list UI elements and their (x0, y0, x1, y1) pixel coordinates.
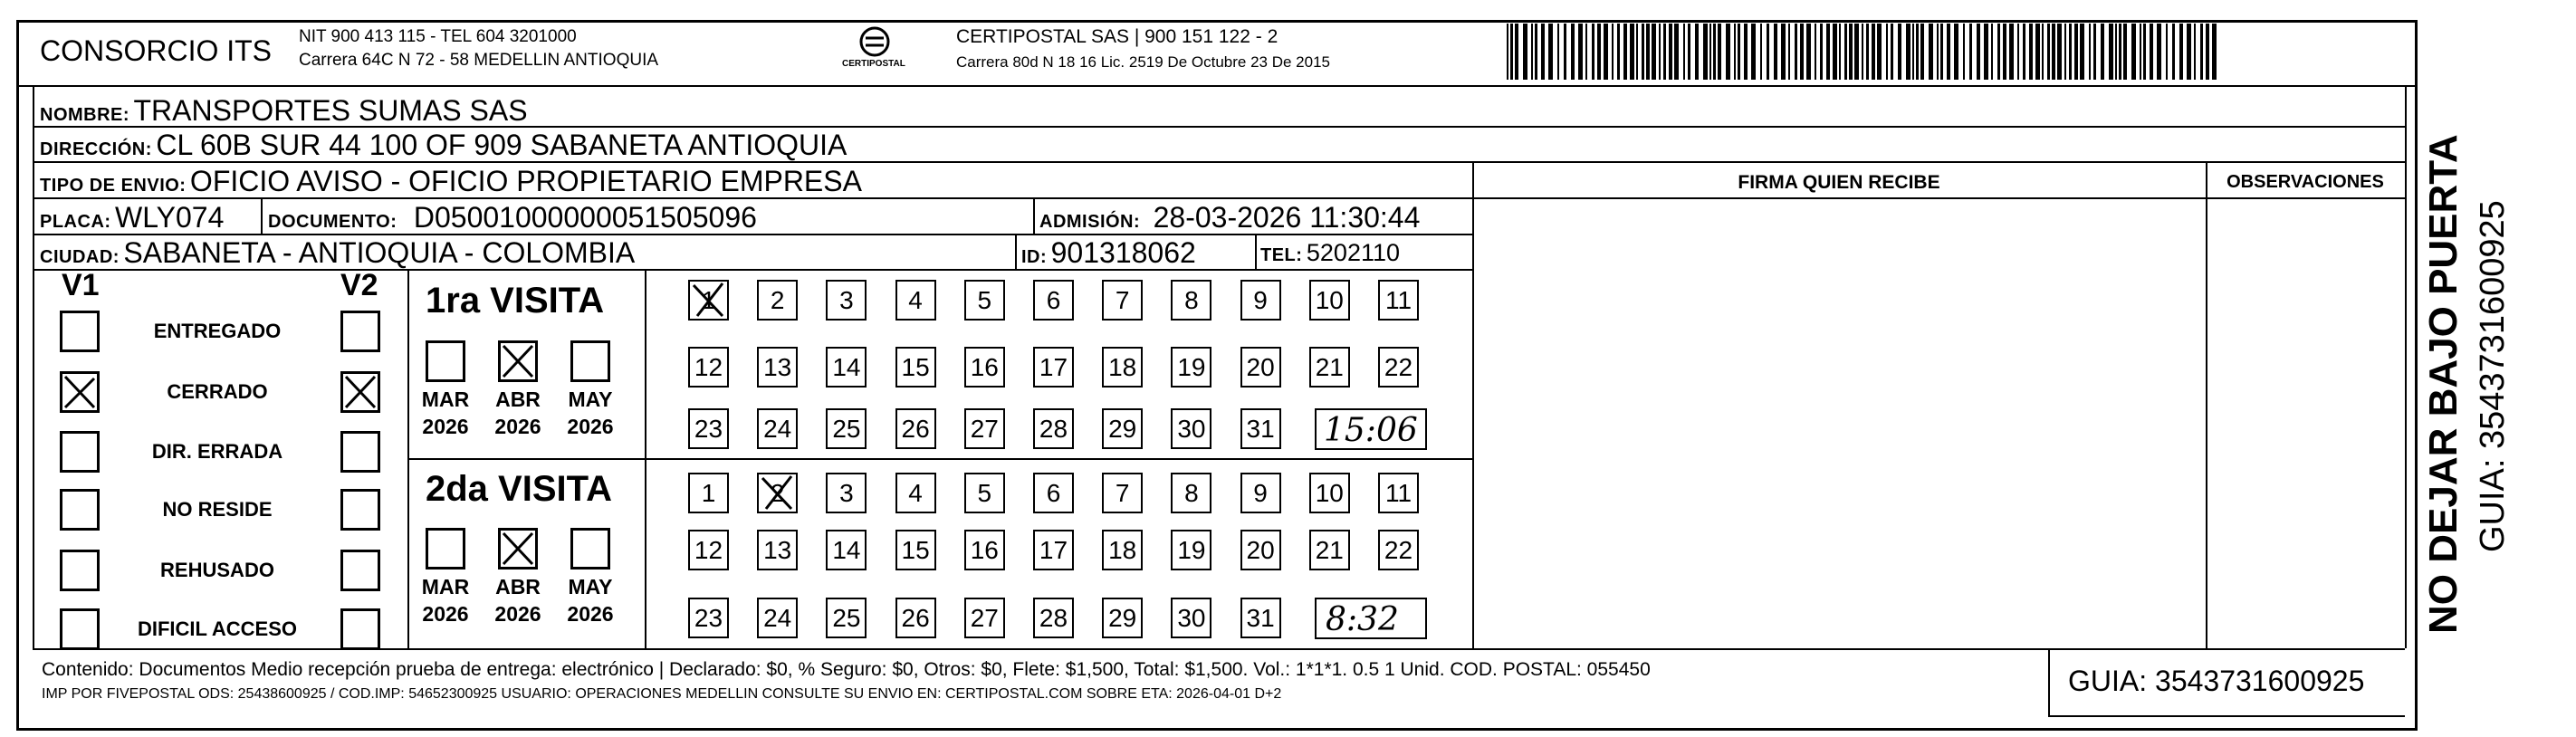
day-cell[interactable]: 10 (1309, 473, 1350, 513)
barcode-bar (2029, 24, 2033, 80)
admision-divider (1033, 197, 1035, 234)
barcode-bar (2042, 24, 2044, 80)
id-value: 901318062 (1050, 236, 1196, 269)
footer-guia-box (2048, 648, 2405, 717)
barcode-bar (1674, 24, 1679, 80)
barcode-bar (2052, 24, 2055, 80)
barcode-bar (1991, 24, 1993, 80)
day-cell[interactable]: 9 (1240, 473, 1281, 513)
tel-value: 5202110 (1306, 239, 1400, 266)
barcode-bar (1510, 24, 1513, 80)
year-label: 2026 (567, 602, 614, 626)
barcode-bar (2080, 24, 2084, 80)
day-cell[interactable]: 3 (826, 280, 867, 321)
barcode-bar (2172, 24, 2175, 80)
placa-value: WLY074 (115, 201, 225, 234)
barcode-bar (2212, 24, 2217, 80)
barcode-bar (1571, 24, 1575, 80)
fields-left-edge (33, 85, 34, 648)
day-cell[interactable]: 4 (895, 280, 936, 321)
v1-header: V1 (62, 268, 100, 302)
barcode-bar (1844, 24, 1847, 80)
barcode-bar (1738, 24, 1740, 80)
x-mark-icon (342, 373, 378, 411)
barcode-bar (1929, 24, 1933, 80)
barcode-bar (1774, 24, 1777, 80)
barcode-bar (2119, 24, 2121, 80)
barcode-bar (2200, 24, 2203, 80)
barcode-bar (1659, 24, 1661, 80)
nombre-row (40, 94, 528, 128)
day-cell[interactable]: 30 (1171, 598, 1211, 638)
ciudad-label: CIUDAD: (40, 247, 120, 267)
day-cell[interactable]: 21 (1309, 530, 1350, 570)
status-label: CERRADO (167, 380, 268, 403)
day-cell[interactable]: 19 (1171, 530, 1211, 570)
nombre-value: TRANSPORTES SUMAS SAS (133, 94, 528, 127)
direccion-value: CL 60B SUR 44 100 OF 909 SABANETA ANTIOQUIA (156, 129, 847, 161)
barcode-bar (2115, 24, 2117, 80)
month-checkbox[interactable] (426, 528, 465, 570)
barcode-bar (1937, 24, 1939, 80)
month-label: MAY (568, 575, 613, 598)
day-cell[interactable]: 24 (757, 408, 798, 449)
admision-label: ADMISIÓN: (1039, 212, 1141, 232)
day-cell[interactable]: 29 (1102, 598, 1143, 638)
status-label: REHUSADO (160, 559, 274, 581)
barcode-bar (2206, 24, 2209, 80)
barcode-bar (1751, 24, 1756, 80)
logo-text: CERTIPOSTAL (842, 59, 905, 69)
barcode-bar (2074, 24, 2078, 80)
barcode-bar (1969, 24, 1972, 80)
year-label: 2026 (494, 602, 541, 626)
barcode-bar (1642, 24, 1644, 80)
v1-checkbox[interactable] (60, 311, 100, 352)
ciudad-row (40, 236, 635, 270)
v1-checkbox[interactable] (60, 371, 100, 413)
placa-divider (261, 197, 263, 234)
certipostal-logo (831, 25, 918, 74)
carrier-info-1: CERTIPOSTAL SAS | 900 151 122 - 2 (956, 26, 1278, 47)
company-info-2: Carrera 64C N 72 - 58 MEDELLIN ANTIOQUIA (299, 51, 659, 70)
day-cell[interactable]: 11 (1378, 280, 1419, 321)
barcode-bar (1849, 24, 1853, 80)
barcode-bar (1940, 24, 1943, 80)
day-cell[interactable]: 2 (757, 280, 798, 321)
barcode-bar (2101, 24, 2104, 80)
barcode-bar (1820, 24, 1823, 80)
barcode-bar (1866, 24, 1869, 80)
barcode-bar (2009, 24, 2014, 80)
barcode-bar (1872, 24, 1875, 80)
barcode-bar (1920, 24, 1924, 80)
month-checkbox[interactable] (498, 340, 538, 382)
barcode-bar (1718, 24, 1721, 80)
barcode-bar (2023, 24, 2025, 80)
month-checkbox[interactable] (570, 340, 610, 382)
x-mark-icon (688, 280, 729, 321)
barcode-bar (1709, 24, 1711, 80)
barcode-bar (1531, 24, 1533, 80)
barcode-bar (1726, 24, 1730, 80)
side-guia: GUIA: 3543731600925 (2474, 200, 2512, 552)
barcode-bar (2057, 24, 2062, 80)
barcode-bar (1800, 24, 1804, 80)
barcode-bar (1683, 24, 1685, 80)
barcode-bar (2035, 24, 2040, 80)
day-cell[interactable]: 26 (895, 598, 936, 638)
day-cell[interactable]: 7 (1102, 473, 1143, 513)
id-label: ID: (1021, 247, 1048, 267)
carrier-info-2: Carrera 80d N 18 16 Lic. 2519 De Octubre 23 De 2015 (956, 53, 1330, 71)
barcode-bar (2109, 24, 2113, 80)
admision-row (1039, 201, 1420, 234)
day-cell[interactable]: 14 (826, 347, 867, 388)
barcode-bar (1912, 24, 1914, 80)
admision-value: 28-03-2026 11:30:44 (1153, 201, 1421, 234)
barcode-bar (2194, 24, 2196, 80)
day-cell[interactable]: 16 (964, 347, 1005, 388)
side-warning: NO DEJAR BAJO PUERTA (2421, 134, 2466, 634)
footer-line1: Contenido: Documentos Medio recepción prueba de entrega: electrónico | Declarado: $0, % Seguro: $0, Otros: $0, Flete: $1,500, Total: $1,500. Vol.: 1*1*1. 0.5 1 Unid. COD. POSTAL: 055450 (42, 659, 1651, 680)
barcode-bar (1788, 24, 1790, 80)
barcode-bar (1669, 24, 1672, 80)
barcode-bar (2003, 24, 2006, 80)
barcode-bar (1557, 24, 1559, 80)
day-cell[interactable]: 17 (1033, 530, 1074, 570)
company-name: CONSORCIO ITS (40, 34, 273, 67)
barcode-bar (1826, 24, 1830, 80)
barcode-bar (2069, 24, 2072, 80)
day-cell[interactable]: 8 (1171, 280, 1211, 321)
status-label: NO RESIDE (162, 498, 273, 521)
barcode-bar (1623, 24, 1627, 80)
barcode (1503, 20, 2227, 83)
barcode-bar (1612, 24, 1614, 80)
placa-label: PLACA: (40, 212, 111, 232)
day-cell[interactable]: 23 (688, 408, 729, 449)
barcode-bar (1898, 24, 1901, 80)
barcode-bar (1997, 24, 2000, 80)
documento-value: D05001000000051505096 (413, 201, 757, 234)
day-cell[interactable]: 20 (1240, 530, 1281, 570)
barcode-bar (1695, 24, 1699, 80)
barcode-bar (1862, 24, 1863, 80)
firma-header: FIRMA QUIEN RECIBE (1738, 172, 1940, 193)
day-cell[interactable]: 16 (964, 530, 1005, 570)
day-cell[interactable]: 10 (1309, 280, 1350, 321)
barcode-bar (1906, 24, 1910, 80)
barcode-bar (2140, 24, 2141, 80)
day-cell[interactable]: 15 (895, 347, 936, 388)
observaciones-header: OBSERVACIONES (2226, 172, 2384, 192)
barcode-bar (2089, 24, 2091, 80)
barcode-bar (1636, 24, 1638, 80)
v1-checkbox[interactable] (60, 489, 100, 531)
barcode-bar (1806, 24, 1811, 80)
placa-row (40, 201, 224, 234)
day-cell[interactable]: 4 (895, 473, 936, 513)
barcode-bar (1954, 24, 1958, 80)
day-cell[interactable]: 28 (1033, 598, 1074, 638)
month-label: ABR (495, 575, 541, 598)
tel-label: TEL: (1260, 245, 1303, 265)
day-cell[interactable]: 12 (688, 530, 729, 570)
barcode-bar (1781, 24, 1786, 80)
day-cell[interactable]: 18 (1102, 347, 1143, 388)
barcode-bar (2017, 24, 2019, 80)
tipo-label: TIPO DE ENVIO: (40, 176, 187, 196)
barcode-bar (2157, 24, 2161, 80)
day-cell[interactable]: 22 (1378, 347, 1419, 388)
day-cell[interactable]: 19 (1171, 347, 1211, 388)
v2-header: V2 (340, 268, 378, 302)
month-checkbox[interactable] (498, 528, 538, 570)
tipo-value: OFICIO AVISO - OFICIO PROPIETARIO EMPRESA (189, 165, 862, 197)
day-cell[interactable]: 23 (688, 598, 729, 638)
x-mark-icon (500, 530, 536, 568)
day-cell[interactable]: 24 (757, 598, 798, 638)
day-cell[interactable]: 14 (826, 530, 867, 570)
barcode-bar (2143, 24, 2146, 80)
visit2-time (1315, 598, 1427, 639)
barcode-bar (1977, 24, 1980, 80)
status-label: DIFICIL ACCESO (137, 617, 297, 640)
firma-left-edge (1472, 161, 1474, 648)
barcode-bar (1767, 24, 1769, 80)
barcode-bar (1963, 24, 1965, 80)
company-info-1: NIT 900 413 115 - TEL 604 3201000 (299, 27, 577, 46)
barcode-bar (1916, 24, 1919, 80)
footer-line2: IMP POR FIVEPOSTAL ODS: 25438600925 / COD.IMP: 54652300925 USUARIO: OPERACIONES MEDELLIN CONSULTE SU ENVIO EN: CERTIPOSTAL.COM SOBRE ETA: 2026-04-01 D+2 (42, 686, 1282, 702)
day-cell[interactable]: 28 (1033, 408, 1074, 449)
direccion-row (40, 129, 847, 162)
day-cell[interactable]: 31 (1240, 408, 1281, 449)
status-label: DIR. ERRADA (151, 440, 283, 463)
day-cell[interactable]: 1 (688, 473, 729, 513)
x-mark-icon (757, 473, 798, 513)
barcode-bar (1703, 24, 1708, 80)
documento-label: DOCUMENTO: (268, 212, 397, 232)
obs-right-edge (2405, 161, 2407, 648)
barcode-bar (1886, 24, 1888, 80)
barcode-bar (1617, 24, 1620, 80)
rule-header (16, 85, 2418, 87)
barcode-bar (1515, 24, 1518, 80)
barcode-bar (1585, 24, 1587, 80)
day-cell[interactable]: 5 (964, 473, 1005, 513)
barcode-bar (1652, 24, 1656, 80)
day-cell[interactable]: 5 (964, 280, 1005, 321)
barcode-bar (1839, 24, 1841, 80)
v2-checkbox[interactable] (340, 608, 380, 650)
v1-checkbox[interactable] (60, 608, 100, 650)
footer-guia: GUIA: 3543731600925 (2068, 665, 2365, 697)
barcode-bar (2179, 24, 2183, 80)
visit2-title: 2da VISITA (426, 469, 612, 509)
month-label: MAR (421, 388, 470, 411)
barcode-bar (1507, 24, 1508, 80)
v2-checkbox[interactable] (340, 489, 380, 531)
day-cell[interactable]: 22 (1378, 530, 1419, 570)
tel-row (1260, 239, 1400, 267)
day-cell[interactable]: 2 (757, 473, 798, 513)
barcode-bar (1947, 24, 1950, 80)
day-cell[interactable]: 27 (964, 408, 1005, 449)
day-cell[interactable]: 29 (1102, 408, 1143, 449)
visit1-time-value: 15:06 (1324, 412, 1418, 449)
id-divider (1015, 234, 1017, 269)
barcode-bar (2166, 24, 2168, 80)
barcode-bar (1833, 24, 1837, 80)
month-checkbox[interactable] (426, 340, 465, 382)
visit2-time-value: 8:32 (1326, 601, 1399, 638)
day-cell[interactable]: 21 (1309, 347, 1350, 388)
day-cell[interactable]: 15 (895, 530, 936, 570)
day-cell[interactable]: 3 (826, 473, 867, 513)
barcode-bar (1744, 24, 1748, 80)
month-label: MAY (568, 388, 613, 411)
x-mark-icon (62, 373, 98, 411)
day-cell[interactable]: 13 (757, 530, 798, 570)
visit-separator (407, 458, 1472, 460)
day-cell[interactable]: 7 (1102, 280, 1143, 321)
year-label: 2026 (567, 415, 614, 438)
barcode-bar (1630, 24, 1634, 80)
day-cell[interactable]: 6 (1033, 473, 1074, 513)
barcode-bar (1877, 24, 1882, 80)
barcode-bar (2064, 24, 2066, 80)
tel-divider (1255, 234, 1257, 269)
day-cell[interactable]: 9 (1240, 280, 1281, 321)
month-checkbox[interactable] (570, 528, 610, 570)
v1-checkbox[interactable] (60, 550, 100, 591)
barcode-bar (2123, 24, 2127, 80)
v2-checkbox[interactable] (340, 371, 380, 413)
documento-row (268, 201, 757, 234)
x-mark-icon (500, 342, 536, 380)
day-cell[interactable]: 20 (1240, 347, 1281, 388)
day-cell[interactable]: 18 (1102, 530, 1143, 570)
barcode-bar (1578, 24, 1583, 80)
year-label: 2026 (494, 415, 541, 438)
day-cell[interactable]: 13 (757, 347, 798, 388)
fields-right-edge (2405, 85, 2407, 161)
barcode-bar (1548, 24, 1553, 80)
day-cell[interactable]: 25 (826, 598, 867, 638)
v2-checkbox[interactable] (340, 311, 380, 352)
day-cell[interactable]: 31 (1240, 598, 1281, 638)
barcode-bar (1535, 24, 1537, 80)
direccion-label: DIRECCIÓN: (40, 139, 152, 159)
day-cell[interactable]: 11 (1378, 473, 1419, 513)
year-label: 2026 (422, 415, 469, 438)
barcode-bar (1713, 24, 1716, 80)
ciudad-value: SABANETA - ANTIOQUIA - COLOMBIA (123, 236, 636, 269)
barcode-bar (2150, 24, 2153, 80)
barcode-bar (2131, 24, 2136, 80)
barcode-bar (1592, 24, 1594, 80)
visit1-title: 1ra VISITA (426, 281, 605, 321)
barcode-bar (1564, 24, 1566, 80)
barcode-bar (2047, 24, 2050, 80)
barcode-bar (1663, 24, 1666, 80)
day-cell[interactable]: 12 (688, 347, 729, 388)
obs-left-edge (2206, 161, 2207, 648)
year-label: 2026 (422, 602, 469, 626)
barcode-bar (1854, 24, 1859, 80)
day-cell[interactable]: 1 (688, 280, 729, 321)
v2-checkbox[interactable] (340, 550, 380, 591)
barcode-bar (2093, 24, 2096, 80)
tipo-row (40, 165, 862, 198)
barcode-bar (2187, 24, 2191, 80)
day-cell[interactable]: 26 (895, 408, 936, 449)
barcode-bar (1604, 24, 1608, 80)
barcode-bar (1760, 24, 1762, 80)
day-cell[interactable]: 17 (1033, 347, 1074, 388)
visit1-time (1315, 408, 1427, 450)
status-label: ENTREGADO (153, 320, 282, 342)
day-cell[interactable]: 25 (826, 408, 867, 449)
barcode-bar (1734, 24, 1736, 80)
day-cell[interactable]: 27 (964, 598, 1005, 638)
barcode-bar (1523, 24, 1527, 80)
barcode-bar (1688, 24, 1690, 80)
barcode-bar (1984, 24, 1988, 80)
month-label: MAR (421, 575, 470, 598)
barcode-bar (1891, 24, 1893, 80)
barcode-bar (1541, 24, 1545, 80)
barcode-bar (1646, 24, 1650, 80)
barcode-bar (1597, 24, 1601, 80)
month-label: ABR (495, 388, 541, 411)
v1-checkbox[interactable] (60, 431, 100, 473)
barcode-bar (1795, 24, 1797, 80)
barcode-bar (1815, 24, 1816, 80)
day-cell[interactable]: 30 (1171, 408, 1211, 449)
day-cell[interactable]: 6 (1033, 280, 1074, 321)
day-cell[interactable]: 8 (1171, 473, 1211, 513)
v2-checkbox[interactable] (340, 431, 380, 473)
id-row (1021, 236, 1196, 270)
nombre-label: NOMBRE: (40, 105, 130, 125)
